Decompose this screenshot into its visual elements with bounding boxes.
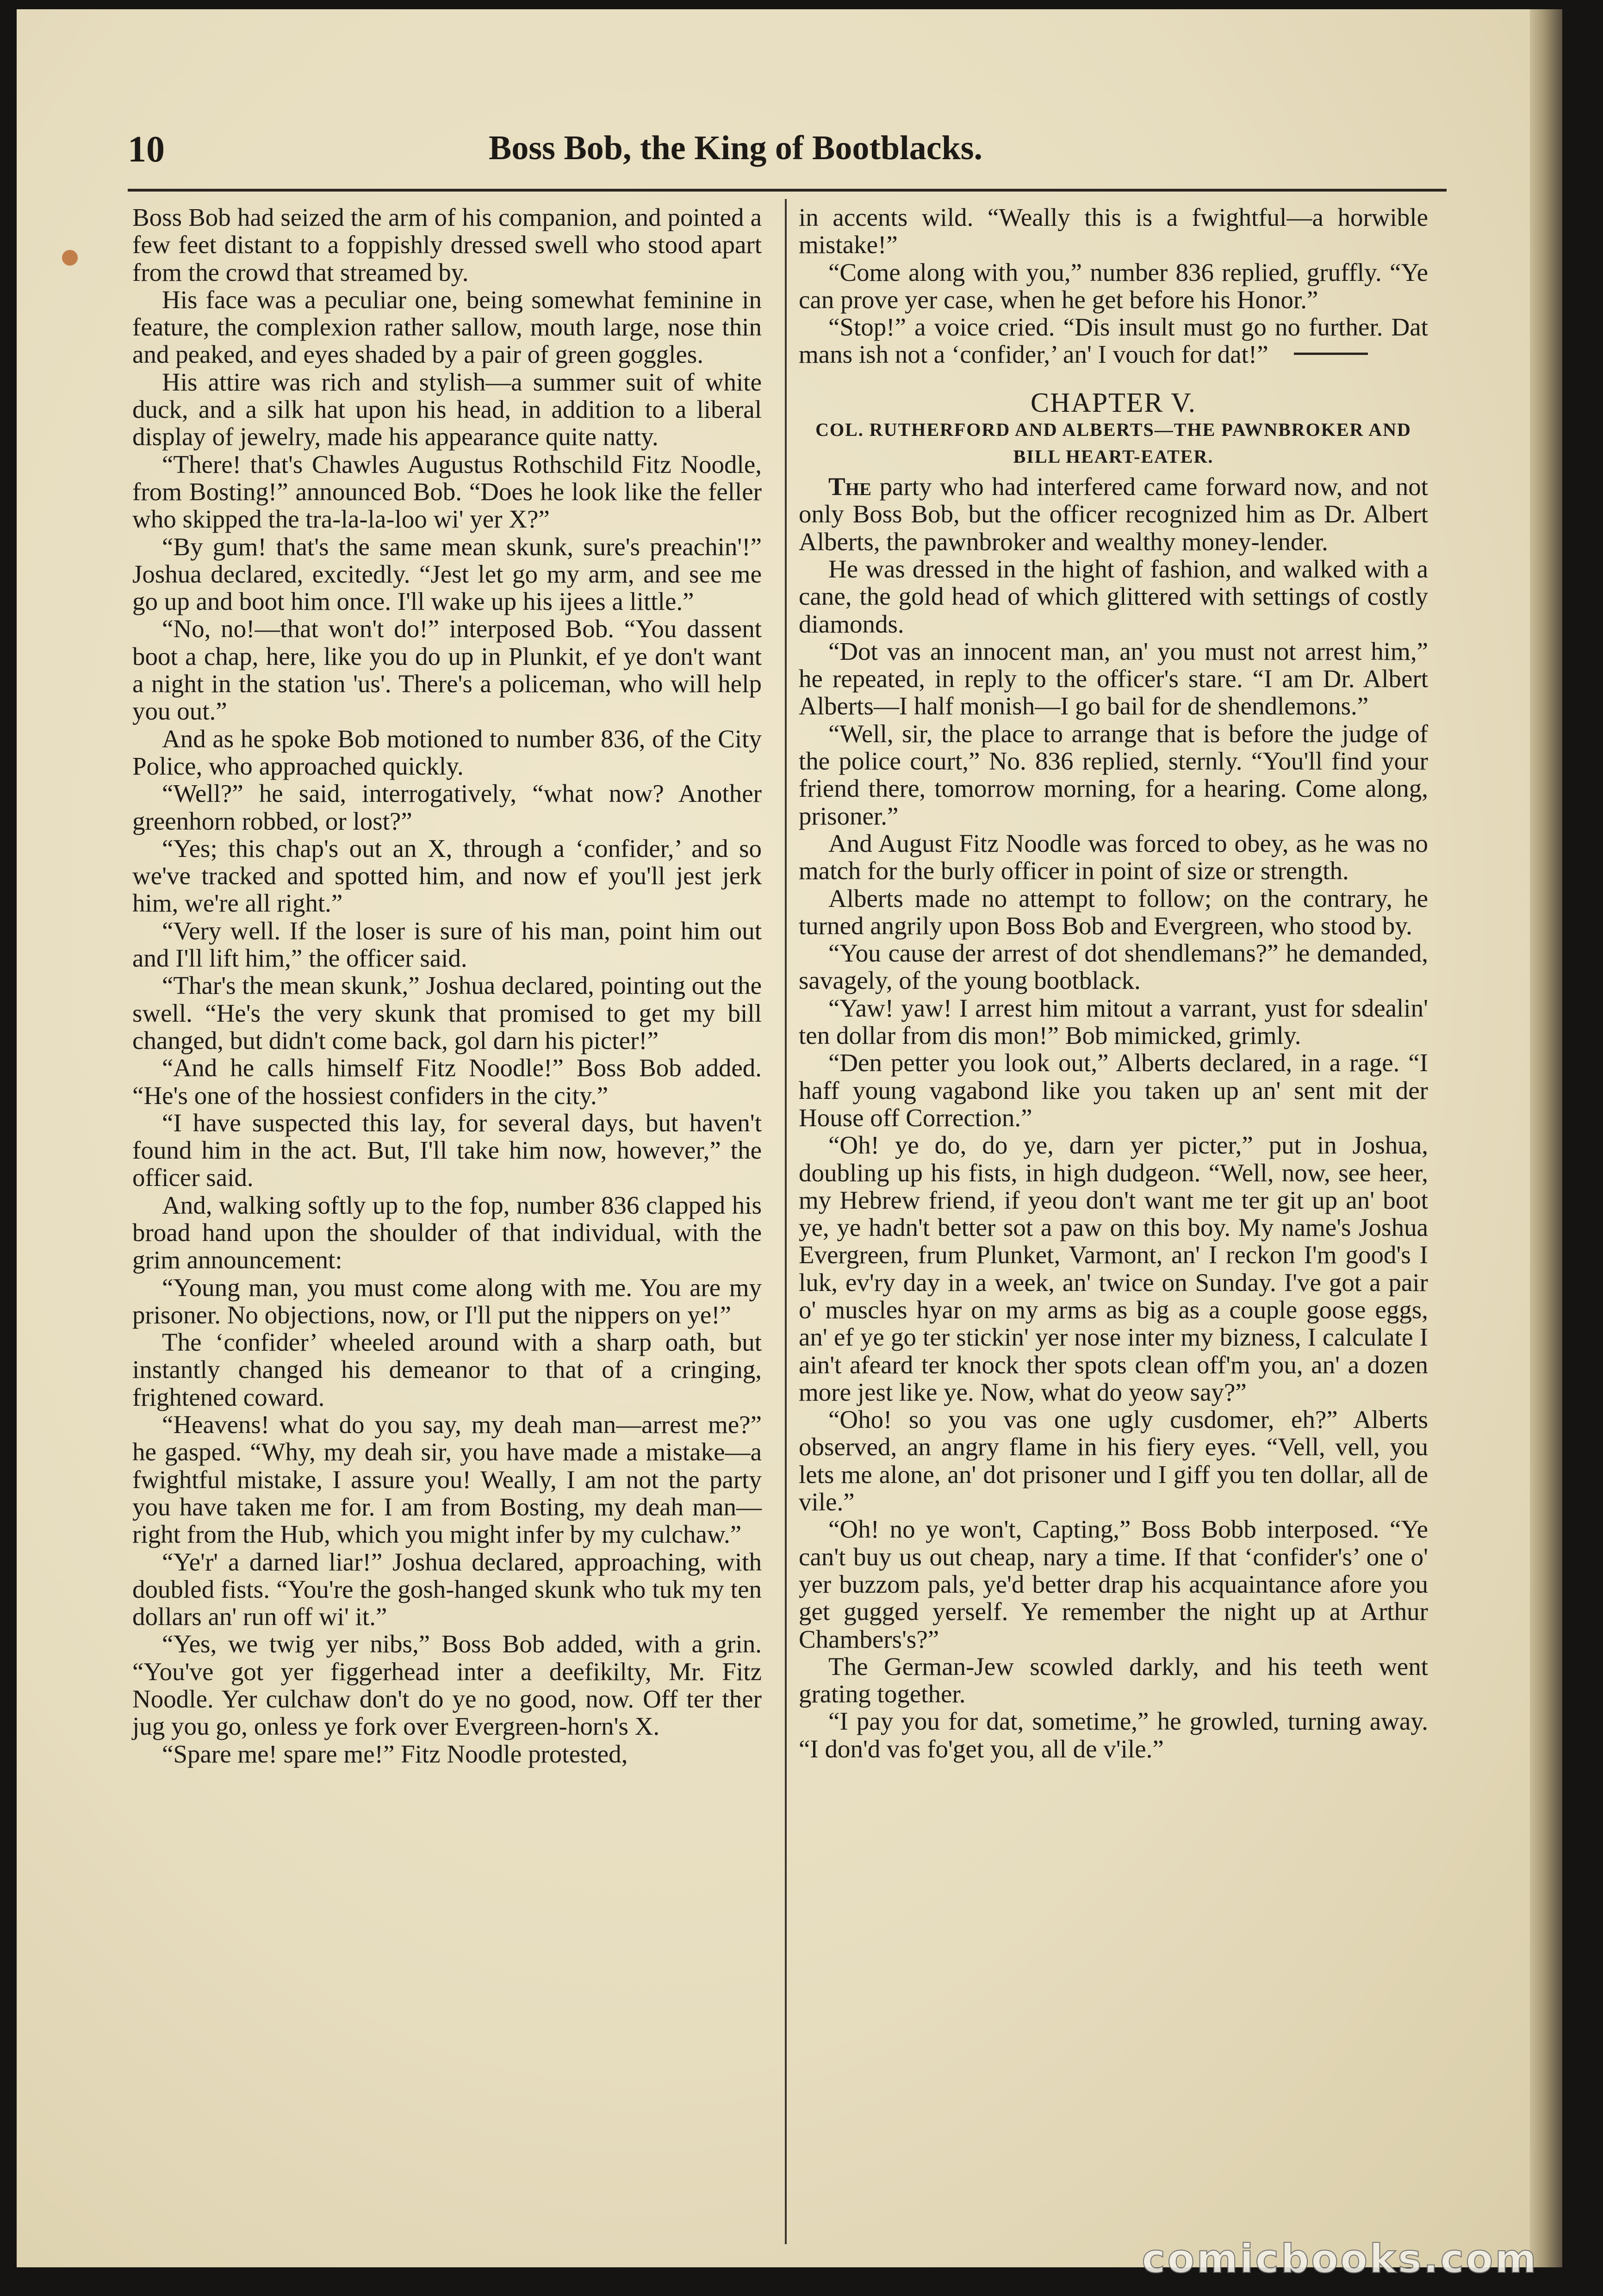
page-edge: [1530, 9, 1562, 2267]
right-column-top: [799, 204, 1428, 368]
column-divider: [785, 199, 787, 2244]
paragraph: And, walking softly up to the fop, number 836 clapped his broad hand upon the shoulder of that individual, with the grim announcement:: [132, 1191, 762, 1274]
paragraph: in accents wild. “Weally this is a fwightful—a horwible mistake!”: [799, 203, 1428, 259]
paragraph: “Spare me! spare me!” Fitz Noodle protested,: [162, 1739, 628, 1768]
paragraph: [799, 473, 1428, 555]
paragraph: “Stop!” a voice cried. “Dis insult must go no further. Dat mans ish not a ‘confider,’ an' I vouch for dat!”: [799, 313, 1428, 369]
paragraph-lead: The: [828, 472, 872, 501]
paragraph: And as he spoke Bob motioned to number 836, of the City Police, who approached quickly.: [132, 724, 762, 780]
paragraph: “Oh! no ye won't, Capting,” Boss Bobb interposed. “Ye can't buy us out cheap, nary a time. If that ‘confider's’ one o' yer buzzom pals, ye'd better drap his acquaintance afore you get gugged yerself. Ye remember the night up at Arthur Chambers's?”: [799, 1515, 1428, 1653]
paragraph: “Ye'r' a darned liar!” Joshua declared, approaching, with doubled fists. “You're the gosh-hanged skunk who tuk my ten dollars an' run off wi' it.”: [132, 1547, 762, 1631]
paragraph: “Oho! so you vas one ugly cusdomer, eh?” Alberts observed, an angry flame in his fiery eyes. “Vell, vell, you lets me alone, an' dot prisoner und I giff you ten dollar, all de vile.”: [799, 1405, 1428, 1516]
paragraph: His attire was rich and stylish—a summer suit of white duck, and a silk hat upon his head, in addition to a liberal display of jewelry, made his appearance quite natty.: [132, 367, 762, 451]
paragraph-text: party who had interfered came forward now, and not only Boss Bob, but the officer recognized him as Dr. Albert Alberts, the pawnbroker and wealthy money-lender.: [799, 472, 1428, 556]
paragraph: “By gum! that's the same mean skunk, sure's preachin'!” Joshua declared, excitedly. “Jest let go my arm, and see me go up and boot him once. I'll wake up his ijees a little.”: [132, 532, 762, 616]
paragraph: He was dressed in the hight of fashion, and walked with a cane, the gold head of which glittered with settings of costly diamonds.: [799, 554, 1428, 638]
paragraph: “Very well. If the loser is sure of his man, point him out and I'll lift him,” the officer said.: [132, 916, 762, 973]
chapter-title: CHAPTER V.: [1031, 387, 1196, 418]
paragraph: “And he calls himself Fitz Noodle!” Boss Bob added. “He's one of the hossiest confiders in the city.”: [132, 1054, 762, 1110]
paragraph: Boss Bob had seized the arm of his companion, and pointed a few feet distant to a foppishly dressed swell who stood apart from the crowd that streamed by.: [132, 203, 762, 286]
paragraph: And August Fitz Noodle was forced to obey, as he was no match for the burly officer in point of size or strength.: [799, 829, 1428, 885]
paragraph: “Young man, you must come along with me. You are my prisoner. No objections, now, or I'll put the nippers on ye!”: [132, 1273, 762, 1329]
left-column: [132, 204, 762, 1768]
paragraph: “Oh! ye do, do ye, darn yer picter,” put in Joshua, doubling up his fists, in high dudgeon. “Well, now, see heer, my Hebrew friend, if yeou don't want me ter git up an' boot ye, ye hadn't better sot a paw on this boy. My name's Joshua Evergreen, frum Plunket, Varmont, an' I reckon I'm good's I luk, ev'ry day in a week, an' twice on Sunday. I've got a pair o' muscles hyar on my arms as big as a couple goose eggs, an' ef ye go ter stickin' yer nose inter my bizness, I calculate I ain't afeard ter knock ther spots clean off'm you, an' a dozen more jest like ye. Now, what do yeow say?”: [799, 1131, 1428, 1406]
paper-stain: [62, 250, 78, 266]
paragraph: “Yaw! yaw! I arrest him mitout a varrant, yust for sdealin' ten dollar from dis mon!” Bob mimicked, grimly.: [799, 993, 1428, 1050]
paragraph: “No, no!—that won't do!” interposed Bob. “You dassent boot a chap, here, like you do up in Plunkit, ef ye don't want a night in the station 'us'. There's a policeman, who will help you out.”: [132, 614, 762, 726]
watermark: comicbooks.com: [1142, 2236, 1538, 2282]
paragraph: “Come along with you,” number 836 replied, gruffly. “Ye can prove yer case, when he get before his Honor.”: [799, 258, 1428, 314]
paragraph: “Well?” he said, interrogatively, “what now? Another greenhorn robbed, or lost?”: [132, 779, 762, 835]
paragraph: “I pay you for dat, sometime,” he growled, turning away. “I don'd vas fo'get you, all de v'ile.”: [799, 1707, 1428, 1763]
section-rule: [1294, 353, 1368, 355]
running-header: [128, 129, 1451, 180]
right-column-bottom: [799, 473, 1428, 1762]
paragraph: “You cause der arrest of dot shendlemans?” he demanded, savagely, of the young bootblack.: [799, 939, 1428, 995]
paragraph: “I have suspected this lay, for several days, but haven't found him in the act. But, I'll take him now, however,” the officer said.: [132, 1108, 762, 1192]
paragraph: “Well, sir, the place to arrange that is before the judge of the police court,” No. 836 replied, sternly. “You'll find your friend there, tomorrow morning, for a hearing. Come along, prisoner.”: [799, 719, 1428, 830]
chapter-subtitle: COL. RUTHERFORD AND ALBERTS—THE PAWNBROKER AND BILL HEART-EATER.: [815, 419, 1411, 467]
paragraph: “Den petter you look out,” Alberts declared, in a rage. “I haff young vagabond like you taken up an' sent mit der House off Correction.”: [799, 1049, 1428, 1132]
page-number: 10: [128, 129, 165, 170]
book-page: [17, 9, 1562, 2267]
right-column: [799, 204, 1428, 1762]
paragraph: Alberts made no attempt to follow; on the contrary, he turned angrily upon Boss Bob and Evergreen, who stood by.: [799, 884, 1428, 940]
paragraph: “Heavens! what do you say, my deah man—arrest me?” he gasped. “Why, my deah sir, you have made a mistake—a fwightful mistake, I assure you! Weally, I am not the party you have taken me for. I am from Bosting, my deah man—right from the Hub, which you might infer by my culchaw.”: [132, 1410, 762, 1549]
paragraph: “Thar's the mean skunk,” Joshua declared, pointing out the swell. “He's the very skunk that promised to get my bill changed, but didn't come back, gol darn his picter!”: [132, 971, 762, 1055]
paragraph: The German-Jew scowled darkly, and his teeth went grating together.: [799, 1652, 1428, 1708]
paragraph: “There! that's Chawles Augustus Rothschild Fitz Noodle, from Bosting!” announced Bob. “Does he look like the feller who skipped the tra-la-la-loo wi' yer X?”: [132, 450, 762, 534]
paragraph: “Yes, we twig yer nibs,” Boss Bob added, with a grin. “You've got yer figgerhead inter a deefikilty, Mr. Fitz Noodle. Yer culchaw don't do ye no good, now. Off ter ther jug you go, onless ye fork over Evergreen-horn's X.: [132, 1630, 762, 1741]
book-title: Boss Bob, the King of Bootblacks.: [489, 129, 983, 167]
paragraph: His face was a peculiar one, being somewhat feminine in feature, the complexion rather sallow, mouth large, nose thin and peaked, and eyes shaded by a pair of green goggles.: [132, 285, 762, 369]
paragraph: “Dot vas an innocent man, an' you must not arrest him,” he repeated, in reply to the officer's stare. “I am Dr. Albert Alberts—I half monish—I go bail for de shendlemons.”: [799, 637, 1428, 720]
paragraph: “Yes; this chap's out an X, through a ‘confider,’ and so we've tracked and spotted him, and now ef you'll jest jerk him, we're all right.”: [132, 834, 762, 918]
paragraph: The ‘confider’ wheeled around with a sharp oath, but instantly changed his demeanor to that of a cringing, frightened coward.: [132, 1328, 762, 1411]
header-rule: [128, 189, 1447, 192]
